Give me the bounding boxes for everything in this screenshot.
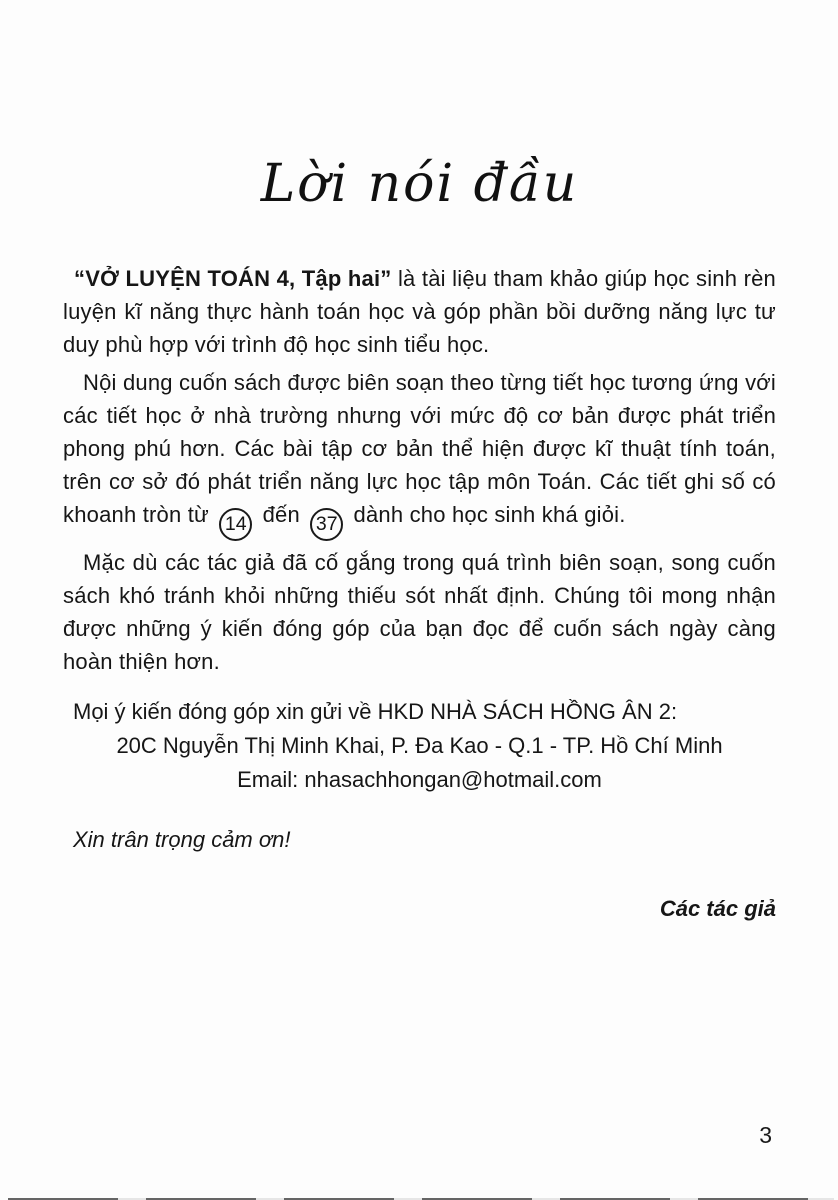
page-number: 3 bbox=[759, 1122, 772, 1148]
paragraph-intro-text: là tài liệu tham khảo giúp học sinh rèn luyện kĩ năng thực hành toán học và góp phần bồi dưỡng năng lực tư duy phù hợp với trình độ học sinh tiểu học. bbox=[63, 266, 776, 357]
paragraph-content-end: dành cho học sinh khá giỏi. bbox=[347, 502, 626, 527]
authors-signature: Các tác giả bbox=[659, 896, 776, 921]
circled-number-37: 37 bbox=[310, 508, 343, 541]
circled-number-14: 14 bbox=[219, 508, 252, 541]
page-content bbox=[63, 0, 776, 922]
contact-address-line: 20C Nguyễn Thị Minh Khai, P. Đa Kao - Q.1 - TP. Hồ Chí Minh bbox=[116, 733, 723, 758]
contact-block bbox=[63, 695, 776, 797]
thanks-line: Xin trân trọng cảm ơn! bbox=[73, 827, 291, 852]
book-title-run: “VỞ LUYỆN TOÁN 4, Tập hai” bbox=[74, 266, 392, 291]
contact-intro-line: Mọi ý kiến đóng góp xin gửi về HKD NHÀ SÁCH HỒNG ÂN 2: bbox=[73, 699, 678, 724]
paragraph-content-between: đến bbox=[256, 502, 307, 527]
paragraph-content bbox=[63, 366, 776, 541]
preface-body bbox=[63, 262, 776, 678]
paragraph-intro bbox=[63, 262, 776, 361]
contact-email-line: Email: nhasachhongan@hotmail.com bbox=[237, 767, 602, 792]
paragraph-content-text: Nội dung cuốn sách được biên soạn theo từng tiết học tương ứng với các tiết học ở nhà trường nhưng với mức độ cơ bản được phát triển phong phú hơn. Các bài tập cơ bản thể hiện được kĩ thuật tính toán, trên cơ sở đó phát triển năng lực học tập môn Toán. Các tiết ghi số có khoanh tròn từ bbox=[63, 370, 776, 527]
paragraph-apology: Mặc dù các tác giả đã cố gắng trong quá trình biên soạn, song cuốn sách khó tránh khỏi những thiếu sót nhất định. Chúng tôi mong nhận được những ý kiến đóng góp của bạn đọc để cuốn sách ngày càng hoàn thiện hơn. bbox=[63, 550, 776, 674]
preface-title: Lời nói đầu bbox=[260, 154, 579, 214]
